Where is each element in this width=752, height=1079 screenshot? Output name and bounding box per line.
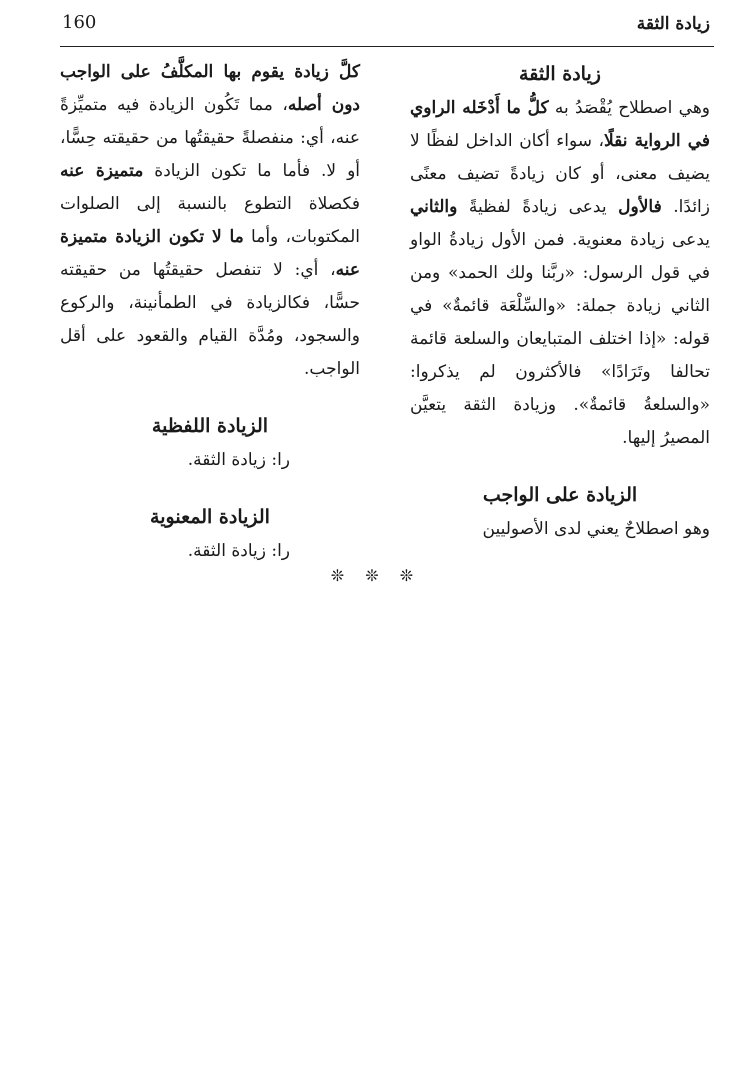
- cross-reference: را: زيادة الثقة.: [187, 450, 290, 470]
- entry-body-ziyada-ala-alwajib-start: وهو اصطلاحٌ يعني لدى الأصوليين: [482, 519, 710, 539]
- body-text: يدعى زيادةً لفظيةً: [457, 197, 619, 217]
- bold-term: كلَّ زيادة يقوم بها المكلَّفُ على الواجب دون أصله: [60, 62, 360, 115]
- entry-body-ziyada-ala-alwajib-continued: [60, 56, 360, 386]
- right-column: [410, 56, 710, 546]
- bold-term: فالأول: [618, 197, 662, 217]
- entry-heading-alziyada-almanawiyya: الزيادة المعنوية: [150, 506, 270, 528]
- entry-heading-ziyadat-althiqa: زيادة الثقة: [519, 63, 601, 85]
- bold-term: كلُّ ما أَدْخَله الراوي في الرواية نقلًا: [410, 98, 711, 151]
- bold-term: متميزة عنه: [60, 161, 144, 181]
- body-text: ، سواء أكان الداخل لفظًا لا يضيف معنى، أو كان زيادةً تضيف معنًى زائدًا.: [410, 131, 710, 217]
- entry-heading-ziyada-ala-alwajib: الزيادة على الواجب: [482, 484, 638, 506]
- bold-term: ما لا تكون الزيادة متميزة عنه: [60, 227, 360, 280]
- entry-body-ziyadat-althiqa: [410, 92, 710, 455]
- left-column: [60, 56, 360, 568]
- body-text: وهي اصطلاح يُقْصَدُ به: [548, 98, 710, 118]
- running-header-title: زيادة الثقة: [636, 14, 710, 34]
- body-text: فكصلاة التطوع بالنسبة إلى الصلوات المكتوبات، وأما: [60, 194, 360, 247]
- section-end-ornament: ❊ ❊ ❊: [330, 566, 422, 585]
- body-text: يدعى زيادة معنوية. فمن الأول زيادةُ الواو في قول الرسول: «ربَّنا ولك الحمد» ومن الثاني زيادة جملة: «والسِّلْعَة قائمةٌ» في قوله: «إذا اختلف المتبايعان والسلعة قائمة تحالفا وتَرَادًا» فالأكثرون لم يذكروا: «والسلعةُ قائمةٌ». وزيادة الثقة يتعيَّن المصيرُ إليها.: [410, 230, 710, 448]
- body-text: ، مما تَكُون الزيادة فيه متميِّزةً عنه، أي: منفصلةً حقيقتُها من حقيقته حِسًّا، أو لا. فأما ما تكون الزيادة: [60, 95, 361, 181]
- header-rule: [60, 46, 714, 47]
- bold-term: والثاني: [410, 197, 458, 217]
- page-number: 160: [62, 12, 97, 33]
- entry-heading-alziyada-allafziyya: الزيادة اللفظية: [151, 415, 269, 437]
- body-text: ، أي: لا تنفصل حقيقتُها من حقيقته حسًّا، فكالزيادة في الطمأنينة، والركوع والسجود، ومُدَّة القيام والقعود على أقل الواجب.: [60, 260, 360, 379]
- cross-reference: را: زيادة الثقة.: [187, 541, 290, 561]
